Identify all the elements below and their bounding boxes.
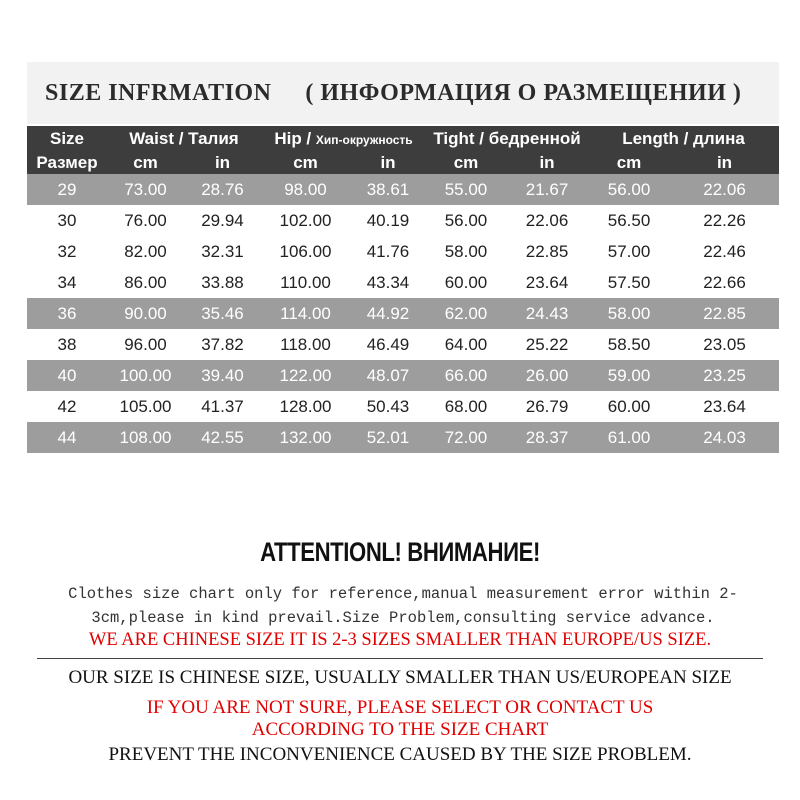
table-row — [27, 360, 779, 391]
cell-tight-cm: 68.00 — [426, 391, 506, 422]
cell-hip-in: 38.61 — [350, 174, 426, 205]
cell-waist-cm: 73.00 — [107, 174, 184, 205]
cell-tight-cm: 60.00 — [426, 267, 506, 298]
header-hip-in: in — [350, 152, 426, 174]
cell-hip-in: 41.76 — [350, 236, 426, 267]
cell-waist-in: 33.88 — [184, 267, 261, 298]
cell-waist-cm: 82.00 — [107, 236, 184, 267]
contact-advice-line-2: ACCORDING TO THE SIZE CHART — [251, 719, 549, 740]
contact-advice-line-1: IF YOU ARE NOT SURE, PLEASE SELECT OR CONTACT US — [146, 697, 654, 718]
cell-length-in: 22.26 — [670, 205, 779, 236]
table-row — [27, 236, 779, 267]
cell-length-in: 22.46 — [670, 236, 779, 267]
cell-waist-in: 42.55 — [184, 422, 261, 453]
inconvenience-note: PREVENT THE INCONVENIENCE CAUSED BY THE SIZE PROBLEM. — [108, 744, 692, 765]
attention-heading: ATTENTIONL! ВНИМАНИЕ! — [260, 537, 540, 567]
cell-length-in: 22.85 — [670, 298, 779, 329]
cell-hip-in: 46.49 — [350, 329, 426, 360]
cell-hip-cm: 132.00 — [261, 422, 350, 453]
cell-waist-cm: 90.00 — [107, 298, 184, 329]
cell-tight-in: 26.00 — [506, 360, 588, 391]
chinese-size-note: OUR SIZE IS CHINESE SIZE, USUALLY SMALLER THAN US/EUROPEAN SIZE — [68, 667, 732, 688]
reference-note-line-2: 3cm,please in kind prevail.Size Problem,consulting service advance. — [91, 609, 715, 627]
cell-tight-cm: 64.00 — [426, 329, 506, 360]
cell-length-cm: 57.00 — [588, 236, 670, 267]
cell-hip-in: 50.43 — [350, 391, 426, 422]
cell-hip-in: 44.92 — [350, 298, 426, 329]
cell-size: 42 — [27, 391, 107, 422]
page-title — [27, 62, 779, 124]
header-hip — [261, 126, 426, 152]
title-russian: ( ИНФОРМАЦИЯ О РАЗМЕЩЕНИИ ) — [305, 79, 742, 106]
cell-length-cm: 61.00 — [588, 422, 670, 453]
cell-hip-cm: 110.00 — [261, 267, 350, 298]
cell-size: 36 — [27, 298, 107, 329]
table-row — [27, 298, 779, 329]
cell-waist-cm: 108.00 — [107, 422, 184, 453]
cell-tight-in: 28.37 — [506, 422, 588, 453]
table-header-row-2 — [27, 152, 779, 174]
cell-tight-cm: 62.00 — [426, 298, 506, 329]
header-size-ru: Размер — [27, 152, 107, 174]
cell-waist-in: 29.94 — [184, 205, 261, 236]
cell-length-cm: 56.50 — [588, 205, 670, 236]
cell-waist-in: 37.82 — [184, 329, 261, 360]
cell-size: 32 — [27, 236, 107, 267]
cell-tight-cm: 58.00 — [426, 236, 506, 267]
header-length: Length / длина — [588, 126, 779, 152]
cell-length-in: 23.64 — [670, 391, 779, 422]
size-table — [27, 126, 779, 453]
contact-advice — [0, 697, 800, 741]
cell-length-in: 23.25 — [670, 360, 779, 391]
cell-length-cm: 60.00 — [588, 391, 670, 422]
cell-tight-cm: 56.00 — [426, 205, 506, 236]
cell-length-in: 22.06 — [670, 174, 779, 205]
cell-length-in: 24.03 — [670, 422, 779, 453]
cell-waist-in: 39.40 — [184, 360, 261, 391]
cell-size: 34 — [27, 267, 107, 298]
cell-hip-cm: 114.00 — [261, 298, 350, 329]
table-row — [27, 267, 779, 298]
table-row — [27, 174, 779, 205]
cell-waist-in: 28.76 — [184, 174, 261, 205]
table-row — [27, 205, 779, 236]
header-hip-cm: cm — [261, 152, 350, 174]
cell-length-in: 22.66 — [670, 267, 779, 298]
cell-waist-cm: 105.00 — [107, 391, 184, 422]
cell-waist-cm: 100.00 — [107, 360, 184, 391]
cell-size: 44 — [27, 422, 107, 453]
cell-tight-in: 23.64 — [506, 267, 588, 298]
cell-hip-cm: 122.00 — [261, 360, 350, 391]
cell-hip-in: 52.01 — [350, 422, 426, 453]
size-table-body — [27, 174, 779, 453]
cell-hip-cm: 106.00 — [261, 236, 350, 267]
cell-length-in: 23.05 — [670, 329, 779, 360]
cell-waist-cm: 96.00 — [107, 329, 184, 360]
cell-hip-in: 43.34 — [350, 267, 426, 298]
cell-tight-cm: 55.00 — [426, 174, 506, 205]
header-hip-ru: Хип-окружность — [315, 133, 413, 147]
reference-note — [28, 582, 778, 630]
header-hip-en: Hip / — [274, 129, 316, 148]
cell-length-cm: 57.50 — [588, 267, 670, 298]
cell-tight-in: 24.43 — [506, 298, 588, 329]
reference-note-line-1: Clothes size chart only for reference,manual measurement error within 2- — [68, 585, 738, 603]
cell-size: 38 — [27, 329, 107, 360]
cell-length-cm: 58.50 — [588, 329, 670, 360]
cell-hip-cm: 102.00 — [261, 205, 350, 236]
chinese-size-warning: WE ARE CHINESE SIZE IT IS 2-3 SIZES SMALLER THAN EUROPE/US SIZE. — [88, 630, 712, 650]
cell-size: 40 — [27, 360, 107, 391]
header-tight-cm: cm — [426, 152, 506, 174]
cell-tight-cm: 72.00 — [426, 422, 506, 453]
table-header-row-1 — [27, 126, 779, 152]
cell-waist-cm: 86.00 — [107, 267, 184, 298]
cell-tight-in: 21.67 — [506, 174, 588, 205]
table-row — [27, 329, 779, 360]
cell-hip-cm: 128.00 — [261, 391, 350, 422]
cell-hip-in: 40.19 — [350, 205, 426, 236]
cell-length-cm: 58.00 — [588, 298, 670, 329]
cell-waist-cm: 76.00 — [107, 205, 184, 236]
cell-hip-cm: 98.00 — [261, 174, 350, 205]
cell-size: 29 — [27, 174, 107, 205]
header-length-in: in — [670, 152, 779, 174]
header-size: Size — [27, 126, 107, 152]
header-tight-in: in — [506, 152, 588, 174]
cell-waist-in: 32.31 — [184, 236, 261, 267]
header-waist: Waist / Талия — [107, 126, 261, 152]
cell-tight-in: 22.06 — [506, 205, 588, 236]
table-row — [27, 391, 779, 422]
cell-size: 30 — [27, 205, 107, 236]
header-waist-in: in — [184, 152, 261, 174]
cell-length-cm: 59.00 — [588, 360, 670, 391]
cell-waist-in: 35.46 — [184, 298, 261, 329]
title-english: SIZE INFRMATION — [45, 79, 272, 106]
divider — [37, 658, 763, 659]
cell-length-cm: 56.00 — [588, 174, 670, 205]
cell-tight-in: 26.79 — [506, 391, 588, 422]
cell-waist-in: 41.37 — [184, 391, 261, 422]
cell-hip-cm: 118.00 — [261, 329, 350, 360]
cell-tight-in: 25.22 — [506, 329, 588, 360]
table-row — [27, 422, 779, 453]
cell-tight-cm: 66.00 — [426, 360, 506, 391]
cell-tight-in: 22.85 — [506, 236, 588, 267]
cell-hip-in: 48.07 — [350, 360, 426, 391]
header-length-cm: cm — [588, 152, 670, 174]
header-tight: Tight / бедренной — [426, 126, 588, 152]
header-waist-cm: cm — [107, 152, 184, 174]
